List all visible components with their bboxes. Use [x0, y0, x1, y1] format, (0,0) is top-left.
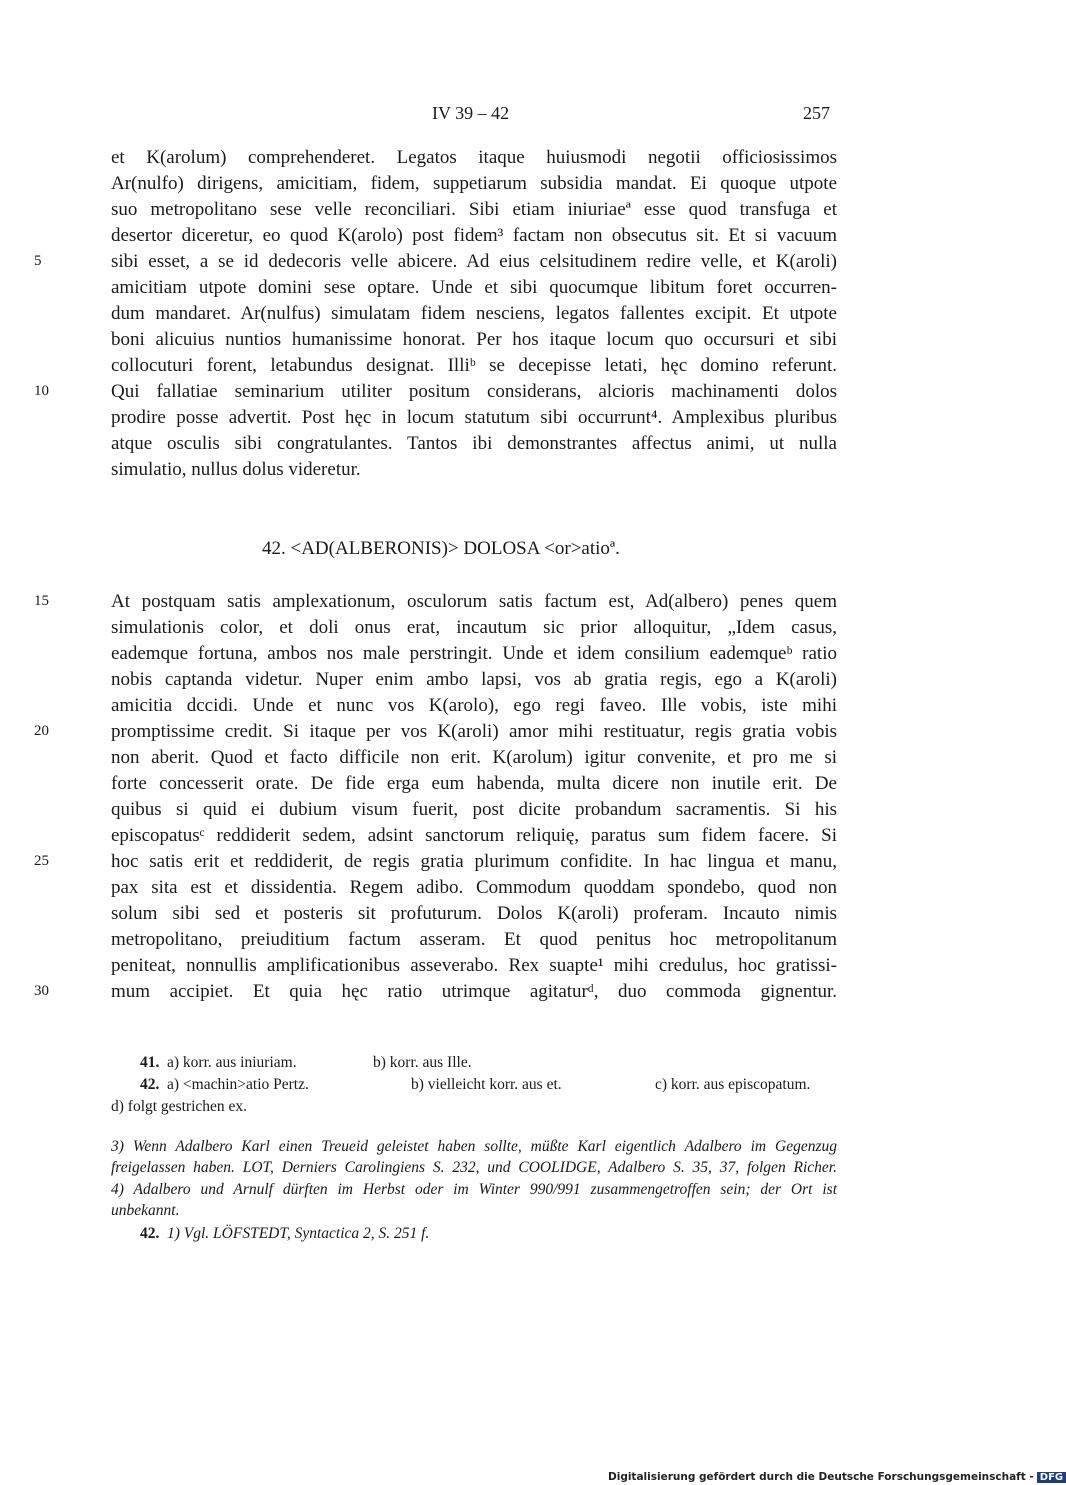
- footnote-line: 4) Adalbero und Arnulf dürften im Herbst oder im Winter 990/991 zusammengetroffen sein; der Ort ist: [111, 1181, 837, 1198]
- digitization-credit: [608, 1467, 1066, 1485]
- apparatus-note: b) korr. aus Ille.: [373, 1054, 472, 1071]
- section-heading: 42. <AD(ALBERONIS)> DOLOSA <or>atioª.: [262, 538, 620, 559]
- apparatus-chapter-number: 41.: [140, 1054, 160, 1071]
- dfg-logo: DFG: [1037, 1472, 1066, 1483]
- text-line: promptissime credit. Si itaque per vos K(aroli) amor mihi restituatur, regis gratia vobis: [111, 721, 837, 742]
- text-line: desertor diceretur, eo quod K(arolo) post fidem³ factam non obsecutus sit. Et si vacuum: [111, 225, 837, 246]
- line-number: 15: [34, 593, 49, 609]
- credit-text: Digitalisierung gefördert durch die Deutsche Forschungsgemeinschaft -: [608, 1471, 1034, 1483]
- text-line: amicitiam utpote domini sese optare. Unde et sibi quocumque libitum foret occurren-: [111, 277, 837, 298]
- line-number: 20: [34, 723, 49, 739]
- apparatus-note: b) vielleicht korr. aus et.: [411, 1076, 562, 1093]
- text-line: eademque fortuna, ambos nos male perstringit. Unde et idem consilium eademqueᵇ ratio: [111, 643, 837, 664]
- footnote-line: unbekannt.: [111, 1202, 180, 1219]
- text-line: nobis captanda videtur. Nuper enim ambo lapsi, vos ab gratia regis, ego a K(aroli): [111, 669, 837, 690]
- running-title: IV 39 – 42: [432, 103, 510, 123]
- line-number: 10: [34, 383, 49, 399]
- text-line: mum accipiet. Et quia hęc ratio utrimque agitaturᵈ, duo commoda gignentur.: [111, 981, 837, 1002]
- apparatus-note: c) korr. aus episcopatum.: [655, 1076, 811, 1093]
- text-line: collocuturi forent, letabundus designat. Illiᵇ se decepisse letati, hęc domino referunt.: [111, 355, 837, 376]
- text-line: dum mandaret. Ar(nulfus) simulatam fidem nesciens, legatos fallentes excipit. Et utpote: [111, 303, 837, 324]
- text-line: amicitia dccidi. Unde et nunc vos K(arolo), ego regi faveo. Ille vobis, iste mihi: [111, 695, 837, 716]
- text-line: simulationis color, et doli onus erat, incautum sic prior alloquitur, „Idem casus,: [111, 617, 837, 638]
- footnote-line: freigelassen haben. LOT, Derniers Carolingiens S. 232, und COOLIDGE, Adalbero S. 35, 37, folgen Richer.: [111, 1159, 837, 1176]
- line-number: 30: [34, 983, 49, 999]
- text-line: simulatio, nullus dolus videretur.: [111, 459, 361, 480]
- text-line: pax sita est et dissidentia. Regem adibo. Commodum quoddam spondebo, quod non: [111, 877, 837, 898]
- apparatus-note: a) korr. aus iniuriam.: [167, 1054, 297, 1071]
- apparatus-note: a) <machin>atio Pertz.: [167, 1076, 309, 1093]
- apparatus-chapter-number: 42.: [140, 1076, 160, 1093]
- text-line: Ar(nulfo) dirigens, amicitiam, fidem, suppetiarum subsidia mandat. Ei quoque utpote: [111, 173, 837, 194]
- text-line: Qui fallatiae seminarium utiliter positum considerans, alcioris machinamenti dolos: [111, 381, 837, 402]
- text-line: prodire posse advertit. Post hęc in locum statutum sibi occurrunt⁴. Amplexibus pluribus: [111, 407, 837, 428]
- text-line: hoc satis erit et reddiderit, de regis gratia plurimum confidite. In hac lingua et manu,: [111, 851, 837, 872]
- page-number: 257: [803, 103, 830, 123]
- text-line: et K(arolum) comprehenderet. Legatos itaque huiusmodi negotii officiosissimos: [111, 147, 837, 168]
- text-line: non aberit. Quod et facto difficile non erit. K(arolum) igitur convenite, et pro me si: [111, 747, 837, 768]
- line-number: 5: [34, 253, 42, 269]
- text-line: sibi esset, a se id dedecoris velle abicere. Ad eius celsitudinem redire velle, et K(aroli): [111, 251, 837, 272]
- footnote-line: 1) Vgl. LÖFSTEDT, Syntactica 2, S. 251 f.: [167, 1225, 430, 1242]
- text-line: At postquam satis amplexationum, osculorum satis factum est, Ad(albero) penes quem: [111, 591, 837, 612]
- text-line: forte concesserit orate. De fide erga eum habenda, multa dicere non inutile erit. De: [111, 773, 837, 794]
- text-line: solum sibi sed et posteris sit profuturum. Dolos K(aroli) proferam. Incauto nimis: [111, 903, 837, 924]
- text-line: quibus si quid ei dubium visum fuerit, post dicite probandum sacramentis. Si his: [111, 799, 837, 820]
- text-line: episcopatusᶜ reddiderit sedem, adsint sanctorum reliquię, paratus sum fidem facere. Si: [111, 825, 837, 846]
- text-line: peniteat, nonnullis amplificationibus asseverabo. Rex suapte¹ mihi credulus, hoc gratissi-: [111, 955, 837, 976]
- line-number: 25: [34, 853, 49, 869]
- text-line: suo metropolitano sese velle reconciliari. Sibi etiam iniuriaeª esse quod transfuga et: [111, 199, 837, 220]
- text-line: boni alicuius nuntios humanissime honorat. Per hos itaque locum quo occursuri et sibi: [111, 329, 837, 350]
- text-line: atque osculis sibi congratulantes. Tantos ibi demonstrantes affectus animi, ut nulla: [111, 433, 837, 454]
- footnote-chapter-number: 42.: [140, 1225, 160, 1242]
- apparatus-note: d) folgt gestrichen ex.: [111, 1098, 248, 1115]
- text-line: metropolitano, preiuditium factum asseram. Et quod penitus hoc metropolitanum: [111, 929, 837, 950]
- footnote-line: 3) Wenn Adalbero Karl einen Treueid geleistet haben sollte, müßte Karl eigentlich Adalbero im Gegenzug: [111, 1138, 837, 1155]
